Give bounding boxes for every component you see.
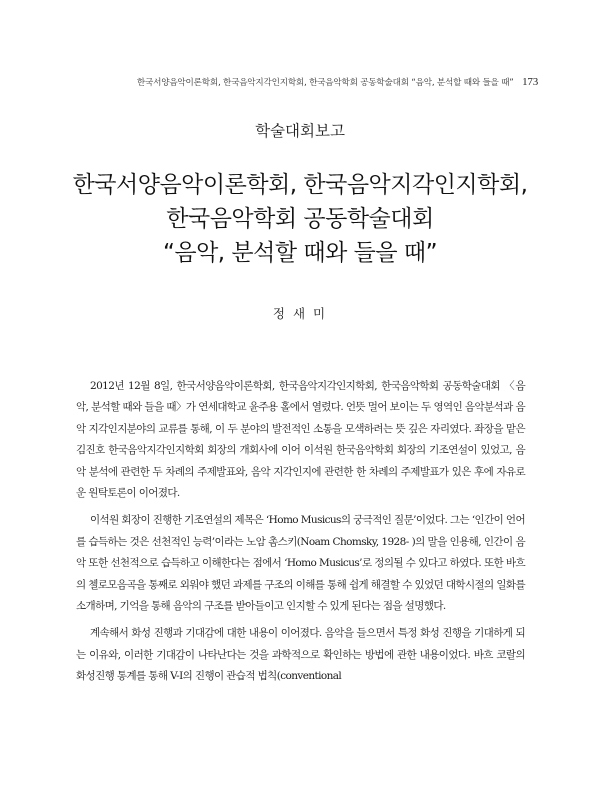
section-label: 학술대회보고 bbox=[255, 122, 345, 140]
paragraph-2: 이석원 회장이 진행한 기조연설의 제목은 ‘Homo Musicus의 궁극적인 질문’이었다. 그는 ‘인간이 언어를 습득하는 것은 선천적인 능력’이라는 노암 촘스키(Noam Chomsky, 1928- )의 말을 인용해, 인간이 음악 또한 선천적으로 습득하고 이해한다는 점에서 ‘Homo Musicus’로 정의될 수 있다고 하였다. 또한 바흐의 첼로모음곡을 통째로 외워야 했던 과제를 구조의 이해를 통해 쉽게 해결할 수 있었던 대학시절의 일화를 소개하며, 기억을 통해 음악의 구조를 받아들이고 인지할 수 있게 된다는 점을 설명했다. bbox=[76, 514, 525, 613]
title-line-2: 한국음악학회 공동학술대회 bbox=[166, 206, 434, 232]
running-head-text: 한국서양음악이론학회, 한국음악지각인지학회, 한국음악학회 공동학술대회 “음악, 분석할 때와 들을 때” bbox=[136, 78, 514, 88]
running-head bbox=[60, 76, 538, 88]
paragraph-1: 2012년 12월 8일, 한국서양음악이론학회, 한국음악지각인지학회, 한국음악학회 공동학술대회 〈음악, 분석할 때와 들을 때〉가 연세대학교 윤주용 홀에서 열렸다. 언뜻 멀어 보이는 두 영역인 음악분석과 음악 지각인지분야의 교류를 통해, 이 두 분야의 발전적인 소통을 모색하려는 뜻 깊은 자리였다. 좌장을 맡은 김진호 한국음악지각인지학회 회장의 개회사에 이어 이석원 한국음악학회 회장의 기조연설이 있었고, 음악 분석에 관련한 두 차례의 주제발표와, 음악 지각인지에 관련한 한 차례의 주제발표가 있은 후에 자유로운 원탁토론이 이어졌다. bbox=[76, 380, 525, 500]
title-line-3: “음악, 분석할 때와 들을 때” bbox=[162, 240, 438, 266]
article-body bbox=[76, 376, 525, 694]
article-title bbox=[0, 168, 600, 270]
author-name: 정 새 미 bbox=[272, 306, 328, 321]
paragraph-3: 계속해서 화성 진행과 기대감에 대한 내용이 이어졌다. 음악을 들으면서 특정 화성 진행을 기대하게 되는 이유와, 이러한 기대감이 나타난다는 것을 과학적으로 확인하는 방법에 관한 내용이었다. 바흐 코랄의 화성진행 통계를 통해 V-I의 진행이 관습적 법칙(conventional bbox=[76, 627, 525, 683]
page-number: 173 bbox=[522, 76, 538, 88]
title-line-1: 한국서양음악이론학회, 한국음악지각인지학회, bbox=[72, 172, 528, 198]
